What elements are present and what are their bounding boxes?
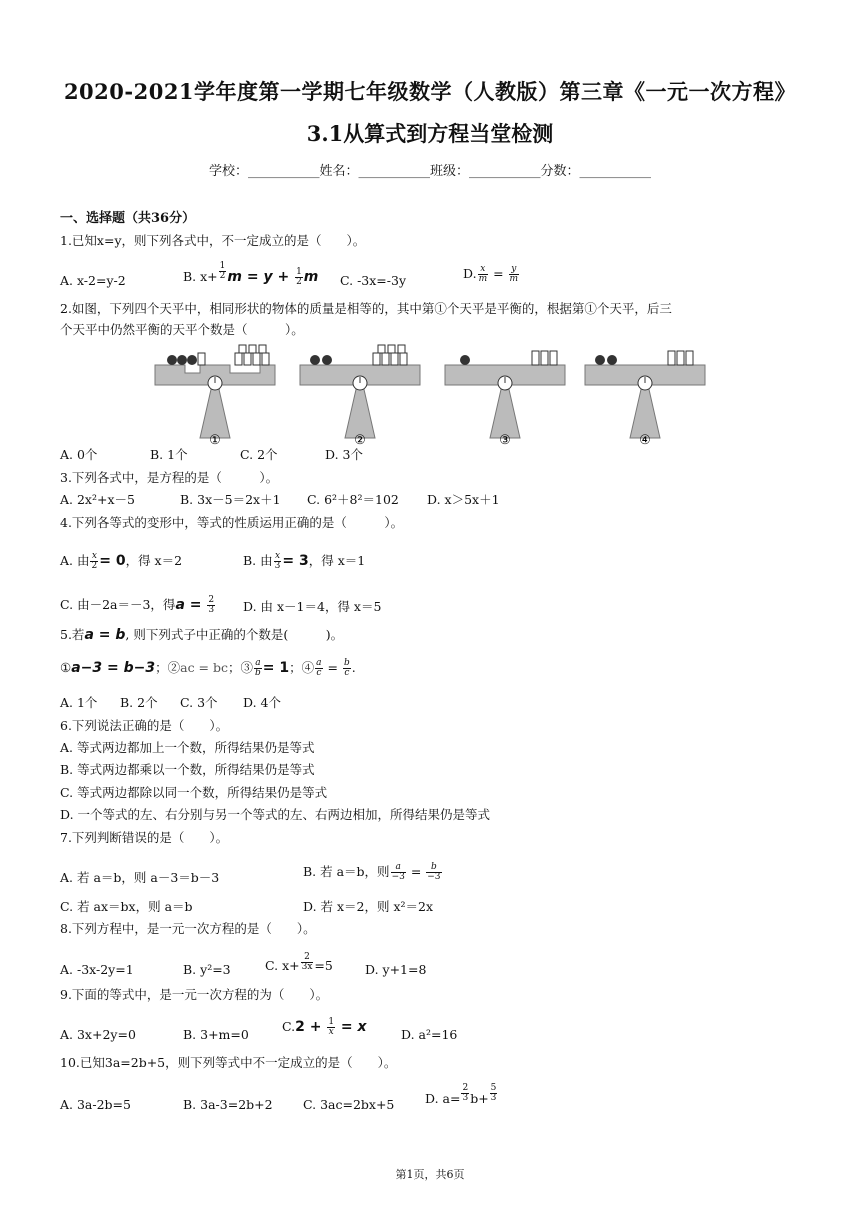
scale-label-2: ② xyxy=(354,433,366,448)
q8-option-c: C. x+ $\frac{2}{3x}$ =5 xyxy=(265,952,333,973)
balance-scale-4 xyxy=(585,351,705,438)
q8-option-b: B. y²=3 xyxy=(183,962,231,977)
q4-option-a: A. 由 $\frac{x}{2}$ = 0，得 x＝2 xyxy=(60,551,183,571)
q4-option-d: D. 由 x－1＝4，得 x＝5 xyxy=(243,599,382,614)
balance-scale-3 xyxy=(445,351,565,438)
q2-option-a: A. 0个 xyxy=(60,447,98,462)
q9-stem: 9.下面的等式中，是一元一次方程的为（ ）。 xyxy=(60,987,329,1002)
q6-option-d: D. 一个等式的左、右分别与另一个等式的左、右两边相加，所得结果仍是等式 xyxy=(60,807,491,822)
q4-option-c: C. 由－2a＝－3，得a = $\frac{2}{3}$ xyxy=(60,595,215,615)
q5-stem: 5.若a = b, 则下列式子中正确的个数是( )。 xyxy=(60,627,344,643)
scale-label-4: ④ xyxy=(639,433,651,448)
q9-option-d: D. a²=16 xyxy=(401,1027,458,1042)
q5-statements: ①a−3 = b−3；②ac = bc；③ $\frac{a}{b}$ = 1；④ $\frac{a}{c}$ = $\frac{b}{c}$ . xyxy=(60,658,356,678)
q1-option-d-prefix: D. xyxy=(463,266,477,281)
scale-label-1: ① xyxy=(209,433,221,448)
q4-option-b: B. 由 $\frac{x}{3}$ = 3，得 x＝1 xyxy=(243,551,366,571)
q3-option-a: A. 2x²+x－5 xyxy=(60,492,135,507)
q9-option-c: C.2 + $\frac{1}{x}$ = x xyxy=(282,1017,367,1037)
q10-option-d-prefix: D. a= xyxy=(425,1091,461,1106)
q8-option-d: D. y+1=8 xyxy=(365,962,427,977)
scale-label-3: ③ xyxy=(499,433,511,448)
q10-option-d: D. a= $\frac{2}{3}$ b+ $\frac{5}{3}$ xyxy=(425,1083,497,1106)
q5-stem-prefix: 5.若 xyxy=(60,627,85,642)
q10-option-a: A. 3a-2b=5 xyxy=(60,1097,131,1112)
q8-option-a: A. -3x-2y=1 xyxy=(60,962,134,977)
q4-option-c-prefix: C. 由－2a＝－3，得 xyxy=(60,597,176,612)
q5-option-c: C. 3个 xyxy=(180,695,218,710)
page-footer: 第1页，共6页 xyxy=(395,1168,465,1181)
q5-option-d: D. 4个 xyxy=(243,695,281,710)
q1-option-c: C. -3x=-3y xyxy=(340,273,407,288)
q4-option-a-prefix: A. 由 xyxy=(60,553,90,568)
q7-option-d: D. 若 x＝2，则 x²＝2x xyxy=(303,899,434,914)
title-line-2: 3.1从算式到方程当堂检测 xyxy=(306,121,554,146)
q3-option-b: B. 3x－5＝2x＋1 xyxy=(180,492,281,507)
q2-option-b: B. 1个 xyxy=(150,447,188,462)
q9-option-c-prefix: C. xyxy=(282,1019,296,1034)
q5-option-b: B. 2个 xyxy=(120,695,158,710)
q7-option-b: B. 若 a＝b，则 $\frac{a}{-3}$ = $\frac{b}{-3}$ xyxy=(303,862,441,882)
q9-option-a: A. 3x+2y=0 xyxy=(60,1027,136,1042)
q1-option-b-prefix: B. x+ xyxy=(183,269,218,284)
q4-option-b-suffix: ，得 x＝1 xyxy=(308,553,366,568)
q7-option-b-prefix: B. 若 a＝b，则 xyxy=(303,864,390,879)
q7-stem: 7.下列判断错误的是（ ）。 xyxy=(60,830,229,845)
q8-option-c-prefix: C. x+ xyxy=(265,958,300,973)
q5-stem-suffix: , 则下列式子中正确的个数是( )。 xyxy=(125,627,344,642)
balance-scales-figure xyxy=(150,343,710,448)
balance-scale-2 xyxy=(300,345,420,438)
section-heading: 一、选择题（共36分） xyxy=(60,211,196,226)
q6-option-a: A. 等式两边都加上一个数，所得结果仍是等式 xyxy=(60,740,315,755)
q1-option-a: A. x-2=y-2 xyxy=(60,273,126,288)
q9-option-b: B. 3+m=0 xyxy=(183,1027,249,1042)
q10-option-c: C. 3ac=2bx+5 xyxy=(303,1097,395,1112)
q8-stem: 8.下列方程中，是一元一次方程的是（ ）。 xyxy=(60,921,316,936)
q8-option-c-suffix: =5 xyxy=(314,958,333,973)
q7-option-a: A. 若 a＝b，则 a－3＝b－3 xyxy=(60,870,220,885)
q4-stem: 4.下列各等式的变形中，等式的性质运用正确的是（ ）。 xyxy=(60,515,404,530)
q4-option-b-prefix: B. 由 xyxy=(243,553,273,568)
q7-option-c: C. 若 ax＝bx，则 a＝b xyxy=(60,899,193,914)
q3-option-d: D. x＞5x＋1 xyxy=(427,492,500,507)
q4-option-a-suffix: ，得 x＝2 xyxy=(125,553,183,568)
balance-scale-1 xyxy=(155,345,275,438)
q3-option-c: C. 6²＋8²＝102 xyxy=(307,492,399,507)
q6-option-b: B. 等式两边都乘以一个数，所得结果仍是等式 xyxy=(60,762,315,777)
q2-option-d: D. 3个 xyxy=(325,447,363,462)
q5-option-a: A. 1个 xyxy=(60,695,98,710)
q10-stem: 10.已知3a=2b+5，则下列等式中不一定成立的是（ ）。 xyxy=(60,1055,397,1070)
q2-option-c: C. 2个 xyxy=(240,447,278,462)
q1-stem: 1.已知x=y，则下列各式中，不一定成立的是（ ）。 xyxy=(60,233,366,248)
q6-option-c: C. 等式两边都除以同一个数，所得结果仍是等式 xyxy=(60,785,328,800)
q10-option-b: B. 3a-3=2b+2 xyxy=(183,1097,273,1112)
q6-stem: 6.下列说法正确的是（ ）。 xyxy=(60,718,229,733)
info-line: 学校：___________姓名：___________班级：___________分数：___________ xyxy=(208,164,651,179)
q2-stem-line-1: 2.如图，下列四个天平中，相同形状的物体的质量是相等的，其中第①个天平是平衡的，根据第①个天平，后三 xyxy=(60,301,672,316)
q1-option-d: D. $\frac{x}{m}$ = $\frac{y}{m}$ xyxy=(463,264,519,284)
q2-stem-line-2: 个天平中仍然平衡的天平个数是（ ）。 xyxy=(60,322,304,337)
q3-stem: 3.下列各式中，是方程的是（ ）。 xyxy=(60,470,279,485)
q1-option-b: B. x+ $\frac{1}{2}$ m = y + $\frac{1}{2}$ m xyxy=(183,261,319,287)
title-line-1: 2020-2021学年度第一学期七年级数学（人教版）第三章《一元一次方程》 xyxy=(63,79,797,104)
